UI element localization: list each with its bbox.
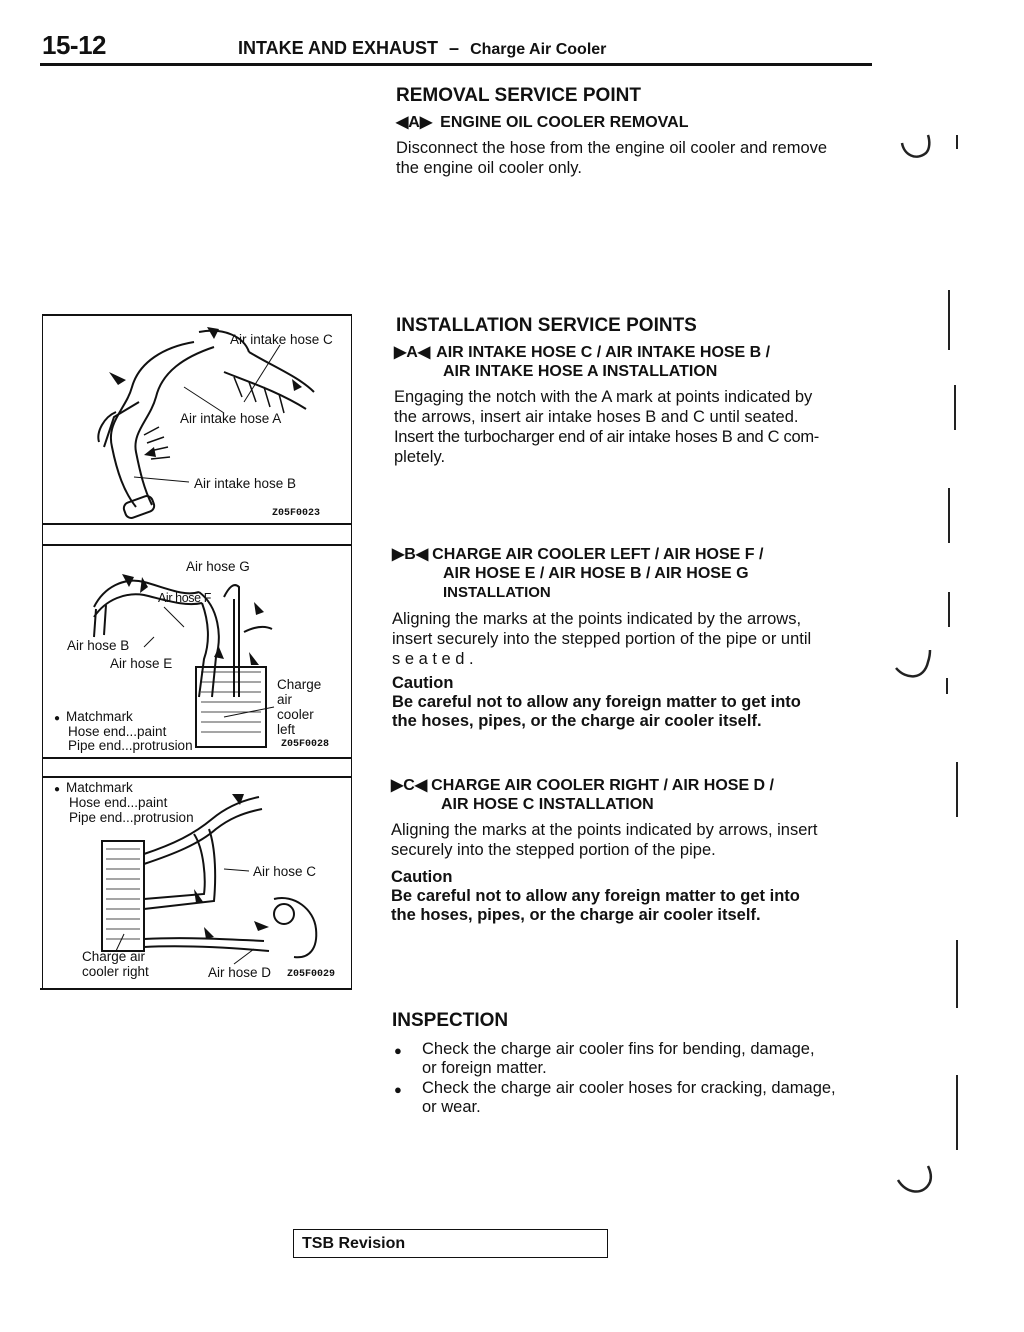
arrow-icon	[144, 447, 156, 457]
bullet-icon: ●	[394, 1082, 402, 1097]
step-c-title-line: AIR HOSE C INSTALLATION	[441, 796, 654, 813]
removal-body	[396, 138, 868, 178]
figure-code: Z05F0028	[281, 739, 330, 750]
step-c-title-line: CHARGE AIR COOLER RIGHT / AIR HOSE D /	[431, 777, 774, 794]
label-line: air	[277, 692, 293, 707]
step-b-line: s e a t e d .	[392, 650, 474, 668]
label-air-hose-f: Air hose F	[158, 591, 211, 605]
step-a-title-line: AIR INTAKE HOSE C / AIR INTAKE HOSE B /	[436, 344, 771, 361]
margin-mark	[946, 678, 948, 694]
step-a-body	[394, 387, 868, 467]
page-title	[238, 38, 606, 59]
removal-heading: REMOVAL SERVICE POINT	[396, 85, 641, 106]
binding-hole-mark	[890, 1160, 940, 1210]
margin-mark	[948, 290, 950, 350]
step-b-line: Aligning the marks at the points indicated by the arrows,	[392, 610, 802, 628]
step-marker-b: ▶B◀	[392, 546, 429, 563]
removal-step-title	[396, 113, 688, 132]
step-b-body	[392, 609, 868, 669]
inspection-heading: INSPECTION	[392, 1010, 509, 1031]
label-hose-end: Hose end...paint	[68, 724, 167, 739]
margin-mark	[956, 940, 958, 1008]
installation-heading: INSTALLATION SERVICE POINTS	[396, 315, 697, 336]
figure-rule	[42, 523, 352, 525]
step-a-title-line: AIR INTAKE HOSE A INSTALLATION	[443, 363, 718, 380]
subsection-name: Charge Air Cooler	[470, 41, 607, 58]
label-air-hose-e: Air hose E	[110, 656, 173, 671]
removal-line: the engine oil cooler only.	[396, 159, 582, 177]
margin-mark	[956, 135, 958, 149]
inspection-line: Check the charge air cooler hoses for cracking, damage,	[422, 1079, 836, 1097]
figure-rule	[42, 544, 352, 546]
title-dash: –	[449, 38, 460, 58]
step-b-caution-text	[392, 693, 868, 731]
step-marker-a: ▶A◀	[394, 344, 431, 361]
step-a-line: the arrows, insert air intake hoses B and C until seated.	[394, 408, 799, 426]
caution-line: the hoses, pipes, or the charge air cooler itself.	[392, 712, 762, 730]
tsb-revision-label: TSB Revision	[302, 1235, 406, 1252]
label-line: Charge air	[82, 949, 146, 964]
figure-code: Z05F0029	[287, 969, 336, 980]
label-air-hose-b: Air hose B	[67, 638, 130, 653]
margin-mark	[954, 385, 956, 430]
matchmark-text: Matchmark	[66, 780, 133, 795]
title-rule	[40, 63, 872, 66]
removal-step-label: ENGINE OIL COOLER REMOVAL	[440, 114, 689, 131]
step-a-line: pletely.	[394, 448, 446, 466]
label-air-hose-g: Air hose G	[186, 559, 250, 574]
label-pipe-end: Pipe end...protrusion	[69, 810, 194, 825]
figure-rule-bottom	[40, 988, 352, 990]
arrow-icon	[109, 372, 126, 385]
bullet-icon: ●	[394, 1043, 402, 1058]
list-item	[392, 1079, 867, 1117]
bullet-icon: ●	[54, 713, 61, 724]
figure-rule	[42, 757, 352, 759]
step-marker-c: ▶C◀	[391, 777, 428, 794]
label-air-intake-hose-c: Air intake hose C	[230, 332, 333, 347]
arrow-icon	[207, 327, 219, 339]
section-name: INTAKE AND EXHAUST	[238, 38, 439, 58]
caution-line: the hoses, pipes, or the charge air cooler itself.	[391, 906, 761, 924]
step-c-body	[391, 820, 867, 860]
step-b-title-line: AIR HOSE E / AIR HOSE B / AIR HOSE G	[443, 565, 749, 582]
step-b-title	[392, 545, 867, 602]
binding-hole-mark	[890, 640, 940, 690]
label-pipe-end: Pipe end...protrusion	[68, 738, 193, 753]
label-charge-air-cooler-left	[277, 677, 321, 737]
label-charge-air-cooler-right	[82, 949, 149, 979]
step-a-line: Engaging the notch with the A mark at points indicated by	[394, 388, 813, 406]
step-a-title	[394, 343, 869, 381]
step-c-caution-text	[391, 887, 867, 925]
page-number: 15-12	[42, 30, 106, 60]
step-b-title-line: INSTALLATION	[443, 584, 551, 601]
label-air-hose-c: Air hose C	[253, 864, 317, 879]
label-air-intake-hose-b: Air intake hose B	[194, 476, 297, 491]
figure-rule	[42, 776, 352, 778]
binding-hole-mark	[890, 125, 940, 175]
label-line: cooler	[277, 707, 314, 722]
list-item	[392, 1040, 867, 1078]
step-c-caution-title: Caution	[391, 868, 453, 886]
label-line: Charge	[277, 677, 322, 692]
tsb-revision-box	[293, 1229, 608, 1258]
step-b-title-line: CHARGE AIR COOLER LEFT / AIR HOSE F /	[432, 546, 764, 563]
step-a-line: Insert the turbocharger end of air intake hoses B and C com-	[394, 428, 819, 446]
label-air-intake-hose-a: Air intake hose A	[180, 411, 282, 426]
step-b-line: insert securely into the stepped portion of the pipe or until	[392, 630, 812, 648]
inspection-line: Check the charge air cooler fins for bending, damage,	[422, 1040, 815, 1058]
margin-mark	[948, 488, 950, 543]
bullet-icon: ●	[54, 784, 61, 795]
inspection-line: or foreign matter.	[422, 1059, 547, 1077]
label-hose-end: Hose end...paint	[69, 795, 168, 810]
margin-mark	[956, 1075, 958, 1150]
step-c-line: Aligning the marks at the points indicated by arrows, insert	[391, 821, 818, 839]
removal-line: Disconnect the hose from the engine oil cooler and remove	[396, 139, 828, 157]
label-line: left	[277, 722, 296, 737]
step-b-caution-title: Caution	[392, 674, 454, 692]
caution-line: Be careful not to allow any foreign matter to get into	[391, 887, 800, 905]
matchmark-text: Matchmark	[66, 709, 133, 724]
step-c-title	[391, 776, 866, 814]
figure-rule-top	[42, 314, 352, 316]
caution-line: Be careful not to allow any foreign matter to get into	[392, 693, 801, 711]
label-line: cooler right	[82, 964, 149, 979]
step-marker-a-removal: ◀A▶	[396, 114, 433, 131]
step-c-line: securely into the stepped portion of the pipe.	[391, 841, 716, 859]
margin-mark	[948, 592, 950, 627]
margin-mark	[956, 762, 958, 817]
inspection-list	[392, 1040, 867, 1118]
inspection-line: or wear.	[422, 1098, 481, 1116]
label-air-hose-d: Air hose D	[208, 965, 272, 980]
figure-code: Z05F0023	[272, 508, 321, 519]
